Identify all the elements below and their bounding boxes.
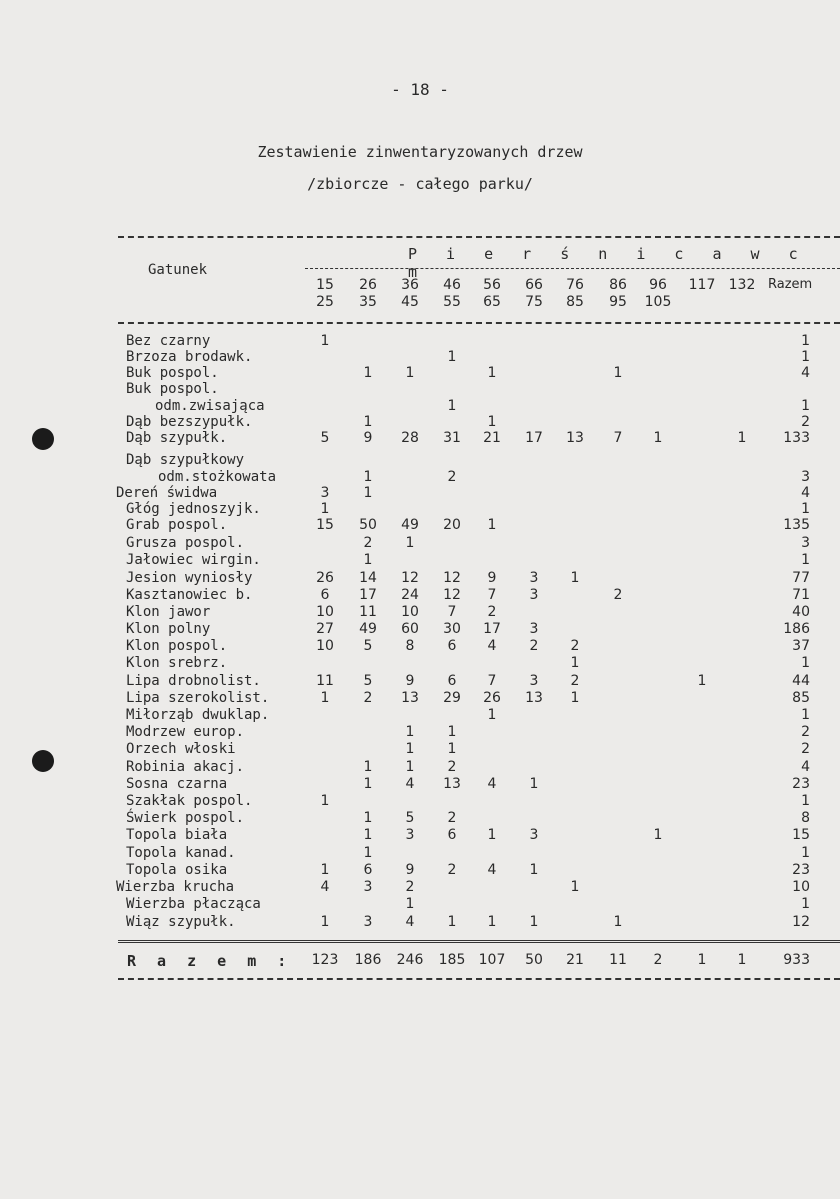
- table-cell: 3: [320, 485, 330, 501]
- table-cell: 17: [483, 621, 501, 637]
- table-cell: 28: [401, 430, 419, 446]
- species-name: Dąb bezszypułk.: [126, 414, 253, 430]
- table-cell: 2: [613, 587, 623, 603]
- totals-cell: 11: [609, 952, 627, 968]
- table-cell: 12: [443, 587, 461, 603]
- diameter-class-from: 15: [316, 277, 334, 293]
- totals-cell: 123: [311, 952, 339, 968]
- table-cell: 1: [405, 741, 415, 757]
- table-cell: 1: [363, 759, 373, 775]
- species-name: Modrzew europ.: [126, 724, 245, 740]
- species-name: Topola kanad.: [126, 845, 236, 861]
- table-bottom-rule: [118, 978, 840, 980]
- table-cell: 1: [447, 398, 457, 414]
- row-total: 85: [792, 690, 810, 706]
- table-cell: 4: [487, 862, 497, 878]
- totals-cell: 107: [478, 952, 506, 968]
- table-cell: 13: [566, 430, 584, 446]
- species-name: Buk pospol.: [126, 381, 219, 397]
- table-cell: 26: [483, 690, 501, 706]
- table-cell: 1: [405, 759, 415, 775]
- table-cell: 1: [570, 690, 580, 706]
- table-cell: 15: [316, 517, 334, 533]
- table-cell: 4: [320, 879, 330, 895]
- table-cell: 5: [363, 638, 373, 654]
- table-cell: 1: [447, 349, 457, 365]
- diameter-class-from: 76: [566, 277, 584, 293]
- table-cell: 3: [529, 673, 539, 689]
- table-cell: 3: [363, 914, 373, 930]
- table-cell: 1: [487, 414, 497, 430]
- species-name: Sosna czarna: [126, 776, 228, 792]
- row-total: 1: [801, 349, 810, 365]
- table-cell: 9: [487, 570, 497, 586]
- table-cell: 13: [443, 776, 461, 792]
- row-total: 1: [801, 793, 810, 809]
- row-total: 1: [801, 707, 810, 723]
- diameter-class-from: 26: [359, 277, 377, 293]
- group-header-rule: [305, 268, 840, 269]
- table-cell: 2: [529, 638, 539, 654]
- table-cell: 10: [401, 604, 419, 620]
- table-cell: 14: [359, 570, 377, 586]
- table-cell: 9: [363, 430, 373, 446]
- row-total: 1: [801, 552, 810, 568]
- table-cell: 49: [401, 517, 419, 533]
- diameter-class-to: 55: [443, 294, 461, 310]
- table-cell: 6: [320, 587, 330, 603]
- row-total: 1: [801, 398, 810, 414]
- table-cell: 5: [405, 810, 415, 826]
- table-cell: 11: [359, 604, 377, 620]
- diameter-group-header: P i e r ś n i c a w c m: [408, 245, 808, 281]
- species-name: Lipa drobnolist.: [126, 673, 261, 689]
- table-cell: 3: [363, 879, 373, 895]
- diameter-class-to: 75: [525, 294, 543, 310]
- table-cell: 17: [359, 587, 377, 603]
- row-total: 23: [792, 862, 810, 878]
- row-total: 10: [792, 879, 810, 895]
- table-cell: 49: [359, 621, 377, 637]
- row-total: 12: [792, 914, 810, 930]
- table-cell: 1: [529, 914, 539, 930]
- species-name: Topola osika: [126, 862, 228, 878]
- row-total: 23: [792, 776, 810, 792]
- table-cell: 6: [447, 638, 457, 654]
- row-total: 4: [801, 365, 810, 381]
- table-cell: 1: [363, 469, 373, 485]
- table-cell: 1: [405, 724, 415, 740]
- table-cell: 1: [363, 810, 373, 826]
- table-cell: 30: [443, 621, 461, 637]
- row-total: 3: [801, 535, 810, 551]
- table-cell: 1: [405, 535, 415, 551]
- diameter-class-from: 117: [688, 277, 716, 293]
- species-name: Klon pospol.: [126, 638, 228, 654]
- table-cell: 2: [447, 862, 457, 878]
- table-cell: 7: [447, 604, 457, 620]
- table-cell: 1: [447, 741, 457, 757]
- table-cell: 1: [487, 914, 497, 930]
- species-name: Świerk pospol.: [126, 810, 245, 826]
- table-cell: 2: [447, 759, 457, 775]
- row-total: 15: [792, 827, 810, 843]
- punch-hole: [32, 750, 54, 772]
- table-cell: 1: [363, 552, 373, 568]
- table-cell: 27: [316, 621, 334, 637]
- table-cell: 2: [447, 469, 457, 485]
- table-cell: 17: [525, 430, 543, 446]
- table-cell: 1: [570, 879, 580, 895]
- totals-cell: 1: [737, 952, 747, 968]
- species-name: Lipa szerokolist.: [126, 690, 270, 706]
- table-cell: 60: [401, 621, 419, 637]
- species-name: Dąb szypułkowy: [126, 452, 245, 468]
- species-name: Szakłak pospol.: [126, 793, 253, 809]
- table-cell: 4: [487, 638, 497, 654]
- diameter-class-from: 46: [443, 277, 461, 293]
- table-cell: 1: [320, 862, 330, 878]
- row-total: 77: [792, 570, 810, 586]
- diameter-class-to: 35: [359, 294, 377, 310]
- table-cell: 13: [525, 690, 543, 706]
- table-cell: 1: [363, 414, 373, 430]
- species-name: Wierzba krucha: [116, 879, 235, 895]
- species-name: Klon polny: [126, 621, 211, 637]
- table-cell: 1: [320, 914, 330, 930]
- diameter-class-from: 96: [649, 277, 667, 293]
- row-total: 2: [801, 414, 810, 430]
- table-cell: 2: [363, 690, 373, 706]
- header-bottom-rule: [118, 322, 840, 324]
- totals-cell: 1: [697, 952, 707, 968]
- table-cell: 13: [401, 690, 419, 706]
- totals-cell: 21: [566, 952, 584, 968]
- table-cell: 4: [487, 776, 497, 792]
- table-cell: 9: [405, 862, 415, 878]
- totals-cell: 185: [438, 952, 466, 968]
- table-cell: 7: [613, 430, 623, 446]
- table-cell: 1: [487, 365, 497, 381]
- totals-cell: 186: [354, 952, 382, 968]
- table-cell: 1: [697, 673, 707, 689]
- table-cell: 1: [320, 690, 330, 706]
- table-cell: 12: [443, 570, 461, 586]
- table-cell: 1: [363, 827, 373, 843]
- table-cell: 1: [613, 914, 623, 930]
- row-total: 135: [783, 517, 810, 533]
- page-title: Zestawienie zinwentaryzowanych drzew: [257, 143, 583, 161]
- grand-total: 933: [783, 952, 810, 968]
- table-top-rule: [118, 236, 840, 238]
- species-name: Klon jawor: [126, 604, 211, 620]
- species-name: Jesion wyniosły: [126, 570, 253, 586]
- species-name: Wiąz szypułk.: [126, 914, 236, 930]
- table-cell: 2: [405, 879, 415, 895]
- totals-label: R a z e m :: [127, 952, 293, 970]
- row-total: 8: [801, 810, 810, 826]
- row-total: 2: [801, 724, 810, 740]
- table-cell: 1: [320, 793, 330, 809]
- totals-cell: 50: [525, 952, 543, 968]
- table-cell: 50: [359, 517, 377, 533]
- table-cell: 24: [401, 587, 419, 603]
- table-cell: 11: [316, 673, 334, 689]
- table-cell: 3: [529, 570, 539, 586]
- species-name: Brzoza brodawk.: [126, 349, 253, 365]
- diameter-class-to: 105: [644, 294, 672, 310]
- table-cell: 3: [529, 587, 539, 603]
- table-cell: 8: [405, 638, 415, 654]
- table-cell: 1: [447, 724, 457, 740]
- table-cell: 1: [487, 827, 497, 843]
- row-total: 4: [801, 485, 810, 501]
- table-cell: 20: [443, 517, 461, 533]
- diameter-class-from: 36: [401, 277, 419, 293]
- table-cell: 29: [443, 690, 461, 706]
- totals-cell: 2: [653, 952, 663, 968]
- table-cell: 1: [737, 430, 747, 446]
- table-cell: 1: [653, 430, 663, 446]
- table-cell: 2: [570, 673, 580, 689]
- species-name: Topola biała: [126, 827, 228, 843]
- table-cell: 1: [529, 862, 539, 878]
- table-cell: 2: [363, 535, 373, 551]
- species-name: Orzech włoski: [126, 741, 236, 757]
- table-cell: 7: [487, 673, 497, 689]
- punch-hole: [32, 428, 54, 450]
- diameter-class-from: 66: [525, 277, 543, 293]
- diameter-class-to: 25: [316, 294, 334, 310]
- table-cell: 5: [363, 673, 373, 689]
- table-cell: 12: [401, 570, 419, 586]
- species-name: odm.stożkowata: [158, 469, 277, 485]
- diameter-class-from: 86: [609, 277, 627, 293]
- table-cell: 1: [447, 914, 457, 930]
- table-cell: 6: [363, 862, 373, 878]
- row-total: 71: [792, 587, 810, 603]
- row-total: 1: [801, 845, 810, 861]
- table-cell: 7: [487, 587, 497, 603]
- species-name: Dąb szypułk.: [126, 430, 228, 446]
- table-cell: 1: [405, 365, 415, 381]
- table-cell: 2: [570, 638, 580, 654]
- diameter-class-to: 95: [609, 294, 627, 310]
- table-cell: 3: [529, 621, 539, 637]
- table-cell: 21: [483, 430, 501, 446]
- species-name: Miłorząb dwuklap.: [126, 707, 270, 723]
- table-cell: 1: [363, 845, 373, 861]
- page-subtitle: /zbiorcze - całego parku/: [307, 175, 533, 193]
- row-total: 1: [801, 501, 810, 517]
- species-name: Grusza pospol.: [126, 535, 245, 551]
- total-column-header: Razem: [768, 277, 813, 292]
- table-cell: 3: [529, 827, 539, 843]
- table-cell: 26: [316, 570, 334, 586]
- row-total: 44: [792, 673, 810, 689]
- table-cell: 9: [405, 673, 415, 689]
- species-name: odm.zwisająca: [155, 398, 265, 414]
- row-total: 3: [801, 469, 810, 485]
- row-total: 1: [801, 333, 810, 349]
- species-name: Klon srebrz.: [126, 655, 228, 671]
- table-cell: 6: [447, 673, 457, 689]
- table-cell: 1: [320, 333, 330, 349]
- table-cell: 1: [487, 707, 497, 723]
- species-name: Dereń świdwa: [116, 485, 218, 501]
- table-cell: 1: [363, 776, 373, 792]
- table-cell: 1: [363, 365, 373, 381]
- species-name: Grab pospol.: [126, 517, 228, 533]
- table-cell: 1: [363, 485, 373, 501]
- totals-cell: 246: [396, 952, 424, 968]
- table-cell: 2: [487, 604, 497, 620]
- table-cell: 4: [405, 914, 415, 930]
- row-total: 186: [783, 621, 810, 637]
- totals-top-rule: [118, 940, 840, 943]
- species-name: Wierzba płacząca: [126, 896, 261, 912]
- table-cell: 1: [653, 827, 663, 843]
- row-total: 37: [792, 638, 810, 654]
- table-cell: 2: [447, 810, 457, 826]
- table-cell: 1: [529, 776, 539, 792]
- table-cell: 1: [320, 501, 330, 517]
- diameter-class-to: 85: [566, 294, 584, 310]
- row-total: 133: [783, 430, 810, 446]
- table-cell: 1: [405, 896, 415, 912]
- species-name: Robinia akacj.: [126, 759, 245, 775]
- table-cell: 1: [570, 655, 580, 671]
- diameter-class-from: 56: [483, 277, 501, 293]
- row-total: 1: [801, 655, 810, 671]
- diameter-class-from: 132: [728, 277, 756, 293]
- table-cell: 10: [316, 638, 334, 654]
- species-column-header: Gatunek: [148, 262, 208, 278]
- table-cell: 1: [487, 517, 497, 533]
- table-cell: 10: [316, 604, 334, 620]
- table-cell: 4: [405, 776, 415, 792]
- row-total: 40: [792, 604, 810, 620]
- table-cell: 1: [613, 365, 623, 381]
- page-number: - 18 -: [391, 80, 449, 99]
- diameter-class-to: 65: [483, 294, 501, 310]
- row-total: 2: [801, 741, 810, 757]
- species-name: Głóg jednoszyjk.: [126, 501, 261, 517]
- table-cell: 6: [447, 827, 457, 843]
- species-name: Buk pospol.: [126, 365, 219, 381]
- species-name: Jałowiec wirgin.: [126, 552, 261, 568]
- table-cell: 3: [405, 827, 415, 843]
- table-cell: 31: [443, 430, 461, 446]
- species-name: Kasztanowiec b.: [126, 587, 253, 603]
- species-name: Bez czarny: [126, 333, 211, 349]
- row-total: 4: [801, 759, 810, 775]
- diameter-class-to: 45: [401, 294, 419, 310]
- table-cell: 1: [570, 570, 580, 586]
- row-total: 1: [801, 896, 810, 912]
- table-cell: 5: [320, 430, 330, 446]
